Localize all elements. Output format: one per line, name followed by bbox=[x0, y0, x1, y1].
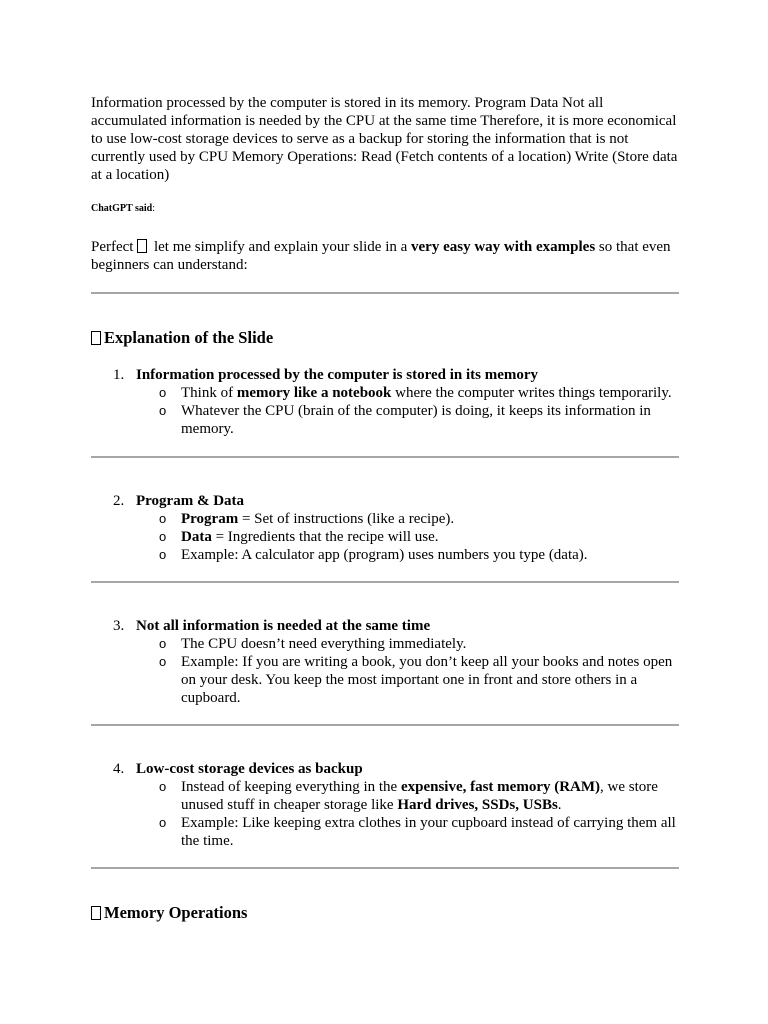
item-number: 2. bbox=[113, 493, 125, 509]
bullet-text: The CPU doesn’t need everything immediately. bbox=[181, 636, 467, 652]
memory-ops-heading-text: Memory Operations bbox=[104, 903, 248, 922]
sub-list bbox=[136, 635, 679, 707]
bullet-text: , we store unused stuff in cheaper storage like bbox=[181, 779, 658, 813]
said-label-text: ChatGPT said bbox=[91, 203, 153, 214]
sub-list-item bbox=[136, 814, 679, 850]
section-heading-memory-operations bbox=[91, 903, 679, 923]
bullet-text: Instead of keeping everything in the bbox=[181, 779, 401, 795]
bullet-bold-text: Program bbox=[181, 511, 239, 527]
bullet-bold-text: expensive, fast memory (RAM) bbox=[400, 779, 601, 795]
bullet-marker: o bbox=[159, 547, 167, 562]
bullet-marker: o bbox=[159, 529, 167, 544]
sub-list-item bbox=[136, 778, 679, 814]
intro-paragraph: Information processed by the computer is stored in its memory. Program Data Not all accumulated information is needed by the CPU at the same time Therefore, it is more economical to use low-cost storage devices to serve as a backup for storing the information that is not currently used by CPU Memory Operations: Read (Fetch contents of a location) Write (Store data at a location) bbox=[91, 95, 678, 183]
bullet-text: = Set of instructions (like a recipe). bbox=[238, 511, 455, 527]
document-content bbox=[91, 94, 679, 923]
sub-list-item bbox=[136, 653, 679, 707]
explanation-list-4 bbox=[91, 760, 679, 850]
sub-list bbox=[136, 778, 679, 850]
item-title: Program & Data bbox=[136, 493, 245, 509]
horizontal-rule bbox=[91, 456, 679, 458]
bullet-text: Example: Like keeping extra clothes in your cupboard instead of carrying them all the time. bbox=[181, 815, 676, 849]
bullet-text: Example: If you are writing a book, you don’t keep all your books and notes open on your desk. You keep the most important one in front and store others in a cupboard. bbox=[181, 654, 673, 706]
answer-bold: very easy way with examples bbox=[411, 239, 596, 255]
explanation-list-3 bbox=[91, 617, 679, 707]
missing-glyph-icon bbox=[137, 239, 147, 253]
item-number: 4. bbox=[113, 761, 125, 777]
bullet-marker: o bbox=[159, 636, 167, 651]
bullet-text: Whatever the CPU (brain of the computer) is doing, it keeps its information in memory. bbox=[181, 403, 651, 437]
said-colon: : bbox=[152, 203, 156, 214]
sub-list-item bbox=[136, 384, 679, 402]
bullet-marker: o bbox=[159, 511, 167, 526]
bullet-text: Example: A calculator app (program) uses numbers you type (data). bbox=[181, 547, 588, 563]
item-title: Not all information is needed at the same time bbox=[136, 618, 431, 634]
bullet-bold-text: memory like a notebook bbox=[236, 385, 392, 401]
answer-mid: let me simplify and explain your slide in a bbox=[150, 239, 412, 255]
list-item bbox=[91, 617, 679, 707]
sub-list bbox=[136, 510, 679, 564]
bullet-marker: o bbox=[159, 385, 167, 400]
item-title: Low-cost storage devices as backup bbox=[136, 761, 363, 777]
horizontal-rule bbox=[91, 867, 679, 869]
sub-list-item bbox=[136, 510, 679, 528]
bullet-text: = Ingredients that the recipe will use. bbox=[211, 529, 439, 545]
answer-paragraph bbox=[91, 238, 679, 274]
bullet-marker: o bbox=[159, 815, 167, 830]
explanation-heading-text: Explanation of the Slide bbox=[104, 328, 274, 347]
bullet-text: . bbox=[557, 797, 562, 813]
missing-glyph-icon bbox=[91, 906, 101, 920]
answer-pre: Perfect bbox=[91, 239, 138, 255]
horizontal-rule bbox=[91, 581, 679, 583]
bullet-marker: o bbox=[159, 654, 167, 669]
sub-list-item bbox=[136, 402, 679, 438]
explanation-list-2 bbox=[91, 492, 679, 564]
list-item bbox=[91, 492, 679, 564]
bullet-text: where the computer writes things temporarily. bbox=[391, 385, 672, 401]
explanation-list-1 bbox=[91, 366, 679, 438]
bullet-bold-text: Hard drives, SSDs, USBs bbox=[397, 797, 558, 813]
list-item bbox=[91, 366, 679, 438]
list-item bbox=[91, 760, 679, 850]
item-number: 1. bbox=[113, 367, 125, 383]
horizontal-rule bbox=[91, 724, 679, 726]
section-heading-explanation bbox=[91, 328, 679, 348]
answer-post: so that even beginners can understand: bbox=[91, 239, 671, 273]
chatgpt-said-label bbox=[91, 203, 679, 215]
sub-list-item bbox=[136, 528, 679, 546]
item-number: 3. bbox=[113, 618, 125, 634]
sub-list bbox=[136, 384, 679, 438]
missing-glyph-icon bbox=[91, 331, 101, 345]
bullet-marker: o bbox=[159, 403, 167, 418]
bullet-marker: o bbox=[159, 779, 167, 794]
item-title: Information processed by the computer is stored in its memory bbox=[136, 367, 539, 383]
bullet-bold-text: Data bbox=[181, 529, 212, 545]
bullet-text: Think of bbox=[181, 385, 237, 401]
sub-list-item bbox=[136, 546, 679, 564]
sub-list-item bbox=[136, 635, 679, 653]
horizontal-rule bbox=[91, 292, 679, 294]
